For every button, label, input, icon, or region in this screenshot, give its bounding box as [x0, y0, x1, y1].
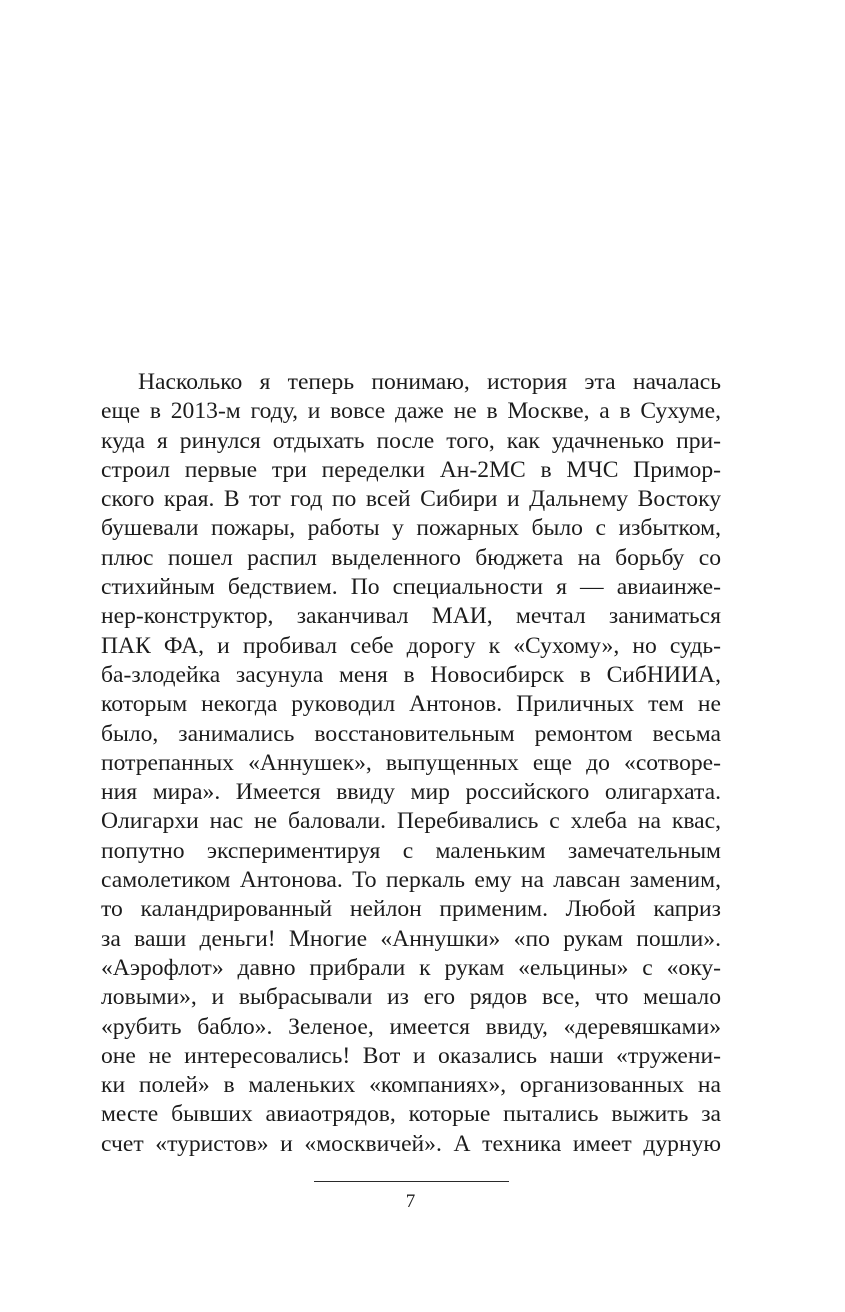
text-line: нер-конструктор, заканчивал МАИ, мечтал заниматься — [101, 603, 721, 630]
text-line: счет «туристов» и «москвичей». А техника имеет дурную — [101, 1130, 721, 1157]
text-line: Олигархи нас не баловали. Перебивались с хлеба на квас, — [101, 808, 721, 835]
text-line: ния мира». Имеется ввиду мир российского олигархата. — [101, 779, 721, 806]
text-line: «рубить бабло». Зеленое, имеется ввиду, «деревяшками» — [101, 1013, 721, 1040]
text-line: ки полей» в маленьких «компаниях», организованных на — [101, 1072, 721, 1099]
text-line: куда я ринулся отдыхать после того, как удачненько при- — [101, 427, 721, 454]
text-line: самолетиком Антонова. То перкаль ему на лавсан заменим, — [101, 867, 721, 894]
text-line: плюс пошел распил выделенного бюджета на борьбу со — [101, 544, 721, 571]
footer-divider — [314, 1181, 509, 1182]
text-line: «Аэрофлот» давно прибрали к рукам «ельцины» с «оку- — [101, 954, 721, 981]
text-line: которым некогда руководил Антонов. Приличных тем не — [101, 691, 721, 718]
text-line: ПАК ФА, и пробивал себе дорогу к «Сухому», но судь- — [101, 632, 721, 659]
text-line: ба-злодейка засунула меня в Новосибирск в СибНИИА, — [101, 661, 721, 688]
text-line: оне не интересовались! Вот и оказались наши «тружени- — [101, 1042, 721, 1069]
text-line: еще в 2013-м году, и вовсе даже не в Москве, а в Сухуме, — [101, 398, 721, 425]
text-line: месте бывших авиаотрядов, которые пытались выжить за — [101, 1101, 721, 1128]
text-line: Насколько я теперь понимаю, история эта началась — [138, 369, 721, 395]
page-number: 7 — [405, 1191, 416, 1212]
text-line: за ваши деньги! Многие «Аннушки» «по рукам пошли». — [101, 925, 721, 952]
text-line: ского края. В тот год по всей Сибири и Дальнему Востоку — [101, 486, 721, 513]
text-line: потрепанных «Аннушек», выпущенных еще до «сотворе- — [101, 749, 721, 776]
text-line: бушевали пожары, работы у пожарных было с избытком, — [101, 515, 721, 542]
text-line: попутно экспериментируя с маленьким замечательным — [101, 837, 721, 864]
body-paragraph — [101, 368, 721, 1159]
text-line: было, занимались восстановительным ремонтом весьма — [101, 720, 721, 747]
text-line: стихийным бедствием. По специальности я — авиаинже- — [101, 574, 721, 601]
text-line: то каландрированный нейлон применим. Любой каприз — [101, 896, 721, 923]
text-line: ловыми», и выбрасывали из его рядов все, что мешало — [101, 984, 721, 1011]
text-line: строил первые три переделки Ан-2МС в МЧС Примор- — [101, 456, 721, 483]
